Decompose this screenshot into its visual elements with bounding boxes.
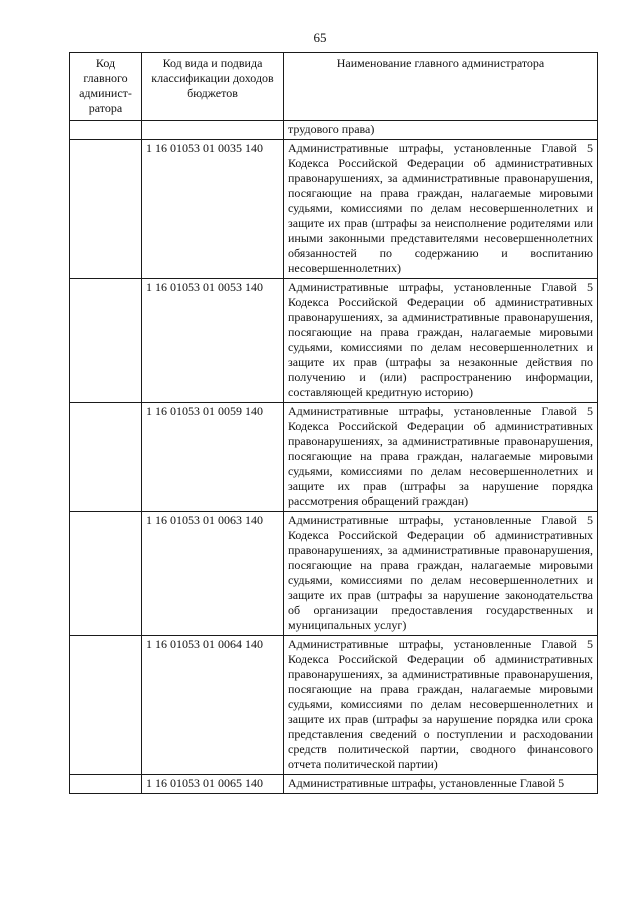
- table-row: [70, 279, 598, 403]
- admin-name-cell: Административные штрафы, установленные Главой 5 Кодекса Российской Федерации об административных правонарушениях, за административные правонарушения, посягающие на права граждан, налагаемые мировыми судьями, комиссиями по делам несовершеннолетних и защите их прав (штрафы за нарушение порядка или срока представления сведений о поступлении и расходовании средств политической партии, сводного финансового отчета политической партии): [284, 636, 598, 775]
- admin-code-cell: [70, 140, 142, 279]
- table-row: [70, 403, 598, 512]
- revenue-code-cell: 1 16 01053 01 0059 140: [142, 403, 284, 512]
- table-row: [70, 121, 598, 140]
- admin-code-cell: [70, 636, 142, 775]
- revenue-code-cell: 1 16 01053 01 0053 140: [142, 279, 284, 403]
- admin-code-cell: [70, 279, 142, 403]
- table-row: [70, 140, 598, 279]
- admin-code-cell: [70, 512, 142, 636]
- header-admin-code: Код главного админист-ратора: [70, 53, 142, 121]
- table-row: [70, 512, 598, 636]
- admin-code-cell: [70, 121, 142, 140]
- header-admin-name: Наименование главного администратора: [284, 53, 598, 121]
- admin-name-cell: Административные штрафы, установленные Главой 5 Кодекса Российской Федерации об административных правонарушениях, за административные правонарушения, посягающие на права граждан, налагаемые мировыми судьями, комиссиями по делам несовершеннолетних и защите их прав (штрафы за неисполнение родителями или иными законными представителями несовершеннолетних обязанностей по содержанию и воспитанию несовершеннолетних): [284, 140, 598, 279]
- page-number: 65: [313, 30, 327, 45]
- revenue-code-cell: 1 16 01053 01 0065 140: [142, 775, 284, 794]
- revenue-code-cell: 1 16 01053 01 0063 140: [142, 512, 284, 636]
- revenue-code-cell: [142, 121, 284, 140]
- admin-code-cell: [70, 403, 142, 512]
- revenue-classification-table: [69, 52, 598, 794]
- admin-name-cell: Административные штрафы, установленные Главой 5 Кодекса Российской Федерации об административных правонарушениях, за административные правонарушения, посягающие на права граждан, налагаемые мировыми судьями, комиссиями по делам несовершеннолетних и защите их прав (штрафы за нарушение законодательства об организации предоставления государственных и муниципальных услуг): [284, 512, 598, 636]
- table-header: [70, 53, 598, 121]
- header-revenue-code: Код вида и подвида классификации доходов бюджетов: [142, 53, 284, 121]
- table-row: [70, 775, 598, 794]
- admin-name-cell: Административные штрафы, установленные Главой 5 Кодекса Российской Федерации об административных правонарушениях, за административные правонарушения, посягающие на права граждан, налагаемые мировыми судьями, комиссиями по делам несовершеннолетних и защите их прав (штрафы за нарушение порядка рассмотрения обращений граждан): [284, 403, 598, 512]
- admin-code-cell: [70, 775, 142, 794]
- table-row: [70, 636, 598, 775]
- admin-name-cell: Административные штрафы, установленные Главой 5: [284, 775, 598, 794]
- revenue-code-cell: 1 16 01053 01 0064 140: [142, 636, 284, 775]
- admin-name-cell: трудового права): [284, 121, 598, 140]
- admin-name-cell: Административные штрафы, установленные Главой 5 Кодекса Российской Федерации об административных правонарушениях, за административные правонарушения, посягающие на права граждан, налагаемые мировыми судьями, комиссиями по делам несовершеннолетних и защите их прав (штрафы за незаконные действия по получению и (или) распространению информации, составляющей кредитную историю): [284, 279, 598, 403]
- revenue-code-cell: 1 16 01053 01 0035 140: [142, 140, 284, 279]
